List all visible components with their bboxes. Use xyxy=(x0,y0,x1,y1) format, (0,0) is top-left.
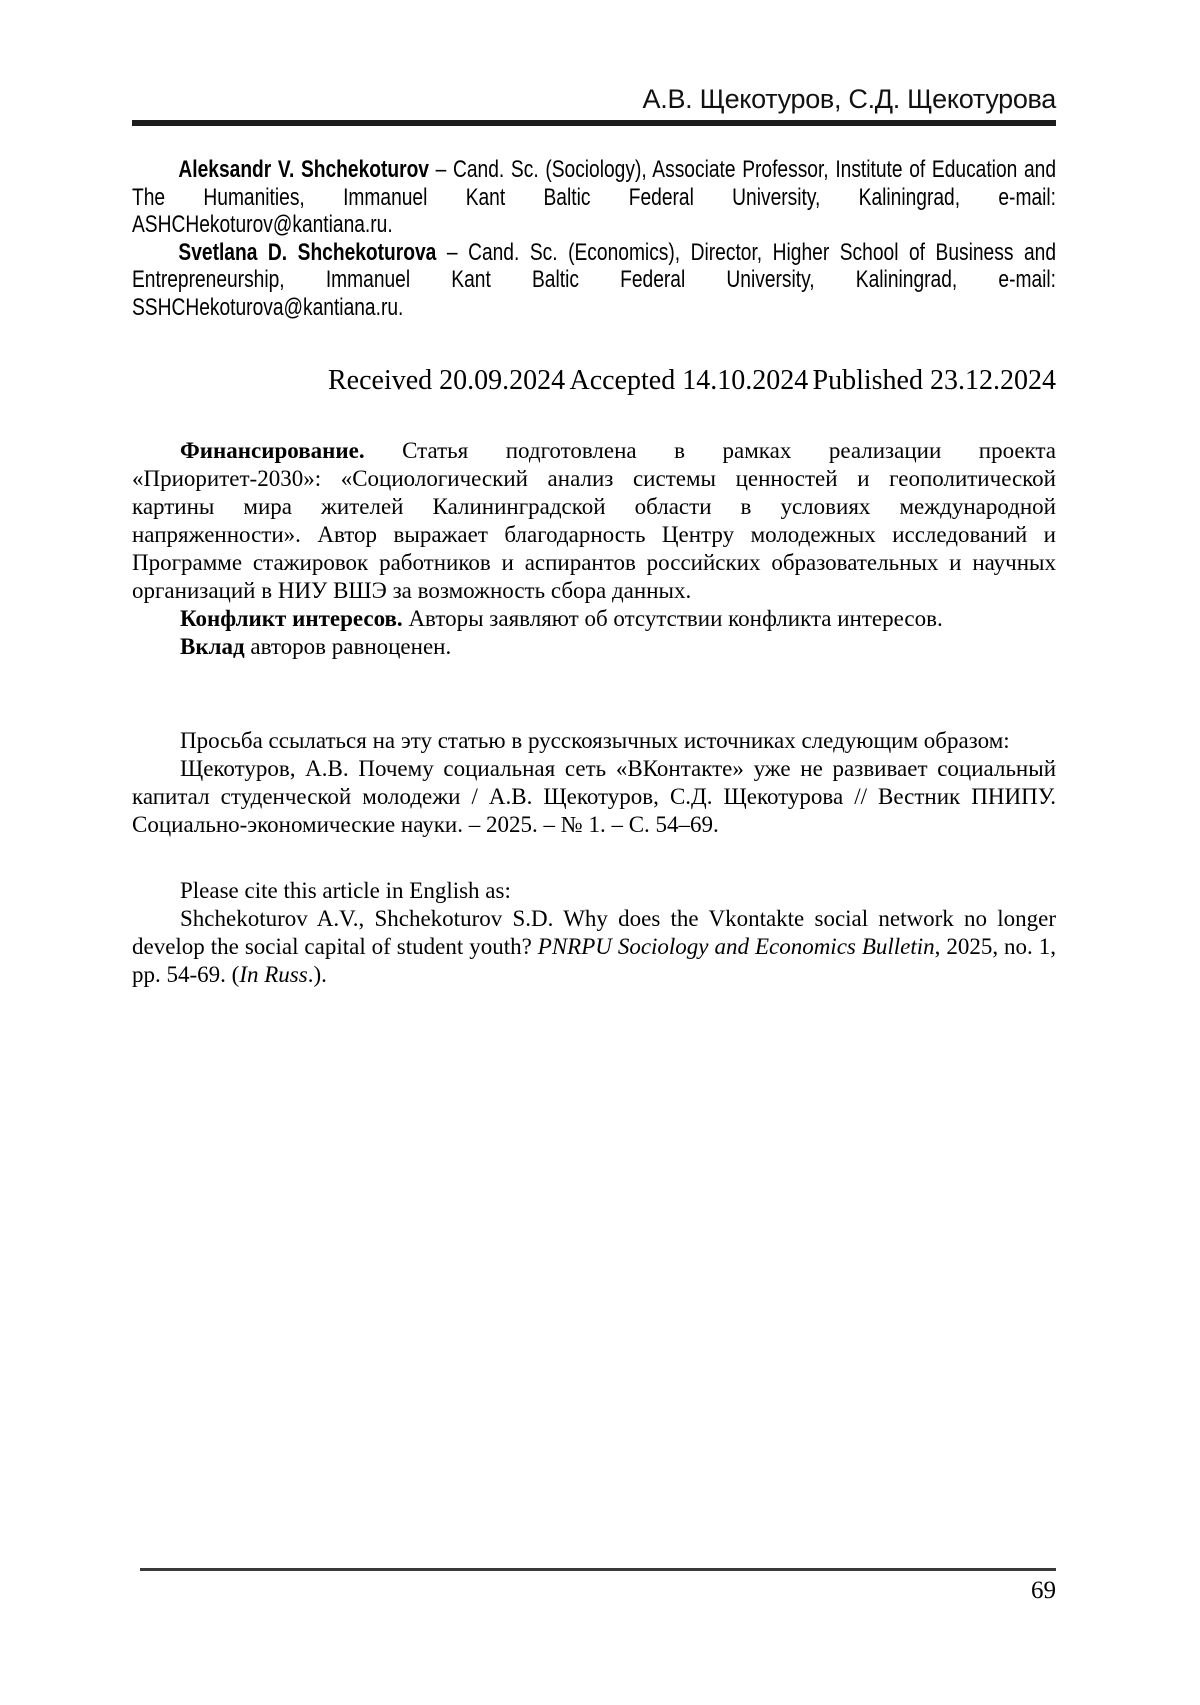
header-double-rule xyxy=(132,120,1056,126)
author-bio-2 xyxy=(132,239,1056,322)
author-bios xyxy=(132,156,1056,321)
citation-ru-text: Щекотуров, А.В. Почему социальная сеть «ВКонтакте» уже не развивает социальный капитал студенческой молодежи / А.В. Щекотуров, С.Д. Щекотурова // Вестник ПНИПУ. Социально-экономические науки. – 2025. – № 1. – С. 54–69. xyxy=(132,756,1056,837)
contribution-label: Вклад xyxy=(180,634,245,659)
article-dates xyxy=(328,365,1056,397)
author-1-affiliation: – Cand. Sc. (Sociology), Associate Professor, Institute of Education and The Humanities, Immanuel Kant Baltic Federal University, Kaliningrad, e-mail: ASHCHekoturov@kantiana.ru. xyxy=(132,156,1056,238)
published-date: Published 23.12.2024 xyxy=(812,365,1056,396)
accepted-date: Accepted 14.10.2024 xyxy=(569,365,809,396)
conflict-label: Конфликт интересов. xyxy=(180,606,403,631)
citation-ru-intro: Просьба ссылаться на эту статью в русскоязычных источниках следующим образом: xyxy=(180,728,1010,753)
article-notes xyxy=(132,437,1056,661)
page-number: 69 xyxy=(1031,1577,1056,1604)
citation-en-issue: , 2025, no. 1, pp. 54-69. ( xyxy=(132,934,1057,987)
citation-en-lang: In Russ xyxy=(239,962,308,987)
citation-english xyxy=(132,877,1056,989)
contribution-note xyxy=(132,633,1056,661)
citation-en-journal: PNRPU Sociology and Economics Bulletin xyxy=(537,934,935,959)
author-2-affiliation: – Cand. Sc. (Economics), Director, Higher School of Business and Entrepreneurship, Immanuel Kant Baltic Federal University, Kaliningrad, e-mail: SSHCHekoturova@kantiana.ru. xyxy=(132,238,1056,321)
contribution-text: авторов равноценен. xyxy=(244,634,452,659)
citation-russian xyxy=(132,727,1056,839)
citation-en-text xyxy=(132,905,1056,989)
footer-rule xyxy=(140,1568,1056,1571)
funding-note xyxy=(132,437,1056,605)
funding-text: Статья подготовлена в рамках реализации проекта «Приоритет-2030»: «Социологический анализ системы ценностей и геополитической картины мира жителей Калининградской области в условиях международной напряженности». Автор выражает благодарность Центру молодежных исследований и Программе стажировок работников и аспирантов российских образовательных и научных организаций в НИУ ВШЭ за возможность сбора данных. xyxy=(132,438,1056,603)
author-bio-1 xyxy=(132,156,1056,239)
page-footer xyxy=(140,1568,1056,1605)
conflict-note xyxy=(132,605,1056,633)
author-2-name: Svetlana D. Shchekoturova xyxy=(178,238,437,266)
citation-en-authors: Shchekoturov A.V., Shchekoturov S.D. Why does the Vkontakte social network no longer develop the social capital of student youth? xyxy=(132,906,1056,959)
received-date: Received 20.09.2024 xyxy=(328,365,566,396)
author-1-name: Aleksandr V. Shchekoturov xyxy=(178,156,429,183)
conflict-text: Авторы заявляют об отсутствии конфликта интересов. xyxy=(402,606,943,631)
citation-en-end: .). xyxy=(307,962,327,987)
citation-en-intro: Please cite this article in English as: xyxy=(180,878,511,903)
funding-label: Финансирование. xyxy=(180,438,365,463)
running-head: А.В. Щекотуров, С.Д. Щекотурова xyxy=(642,84,1056,114)
